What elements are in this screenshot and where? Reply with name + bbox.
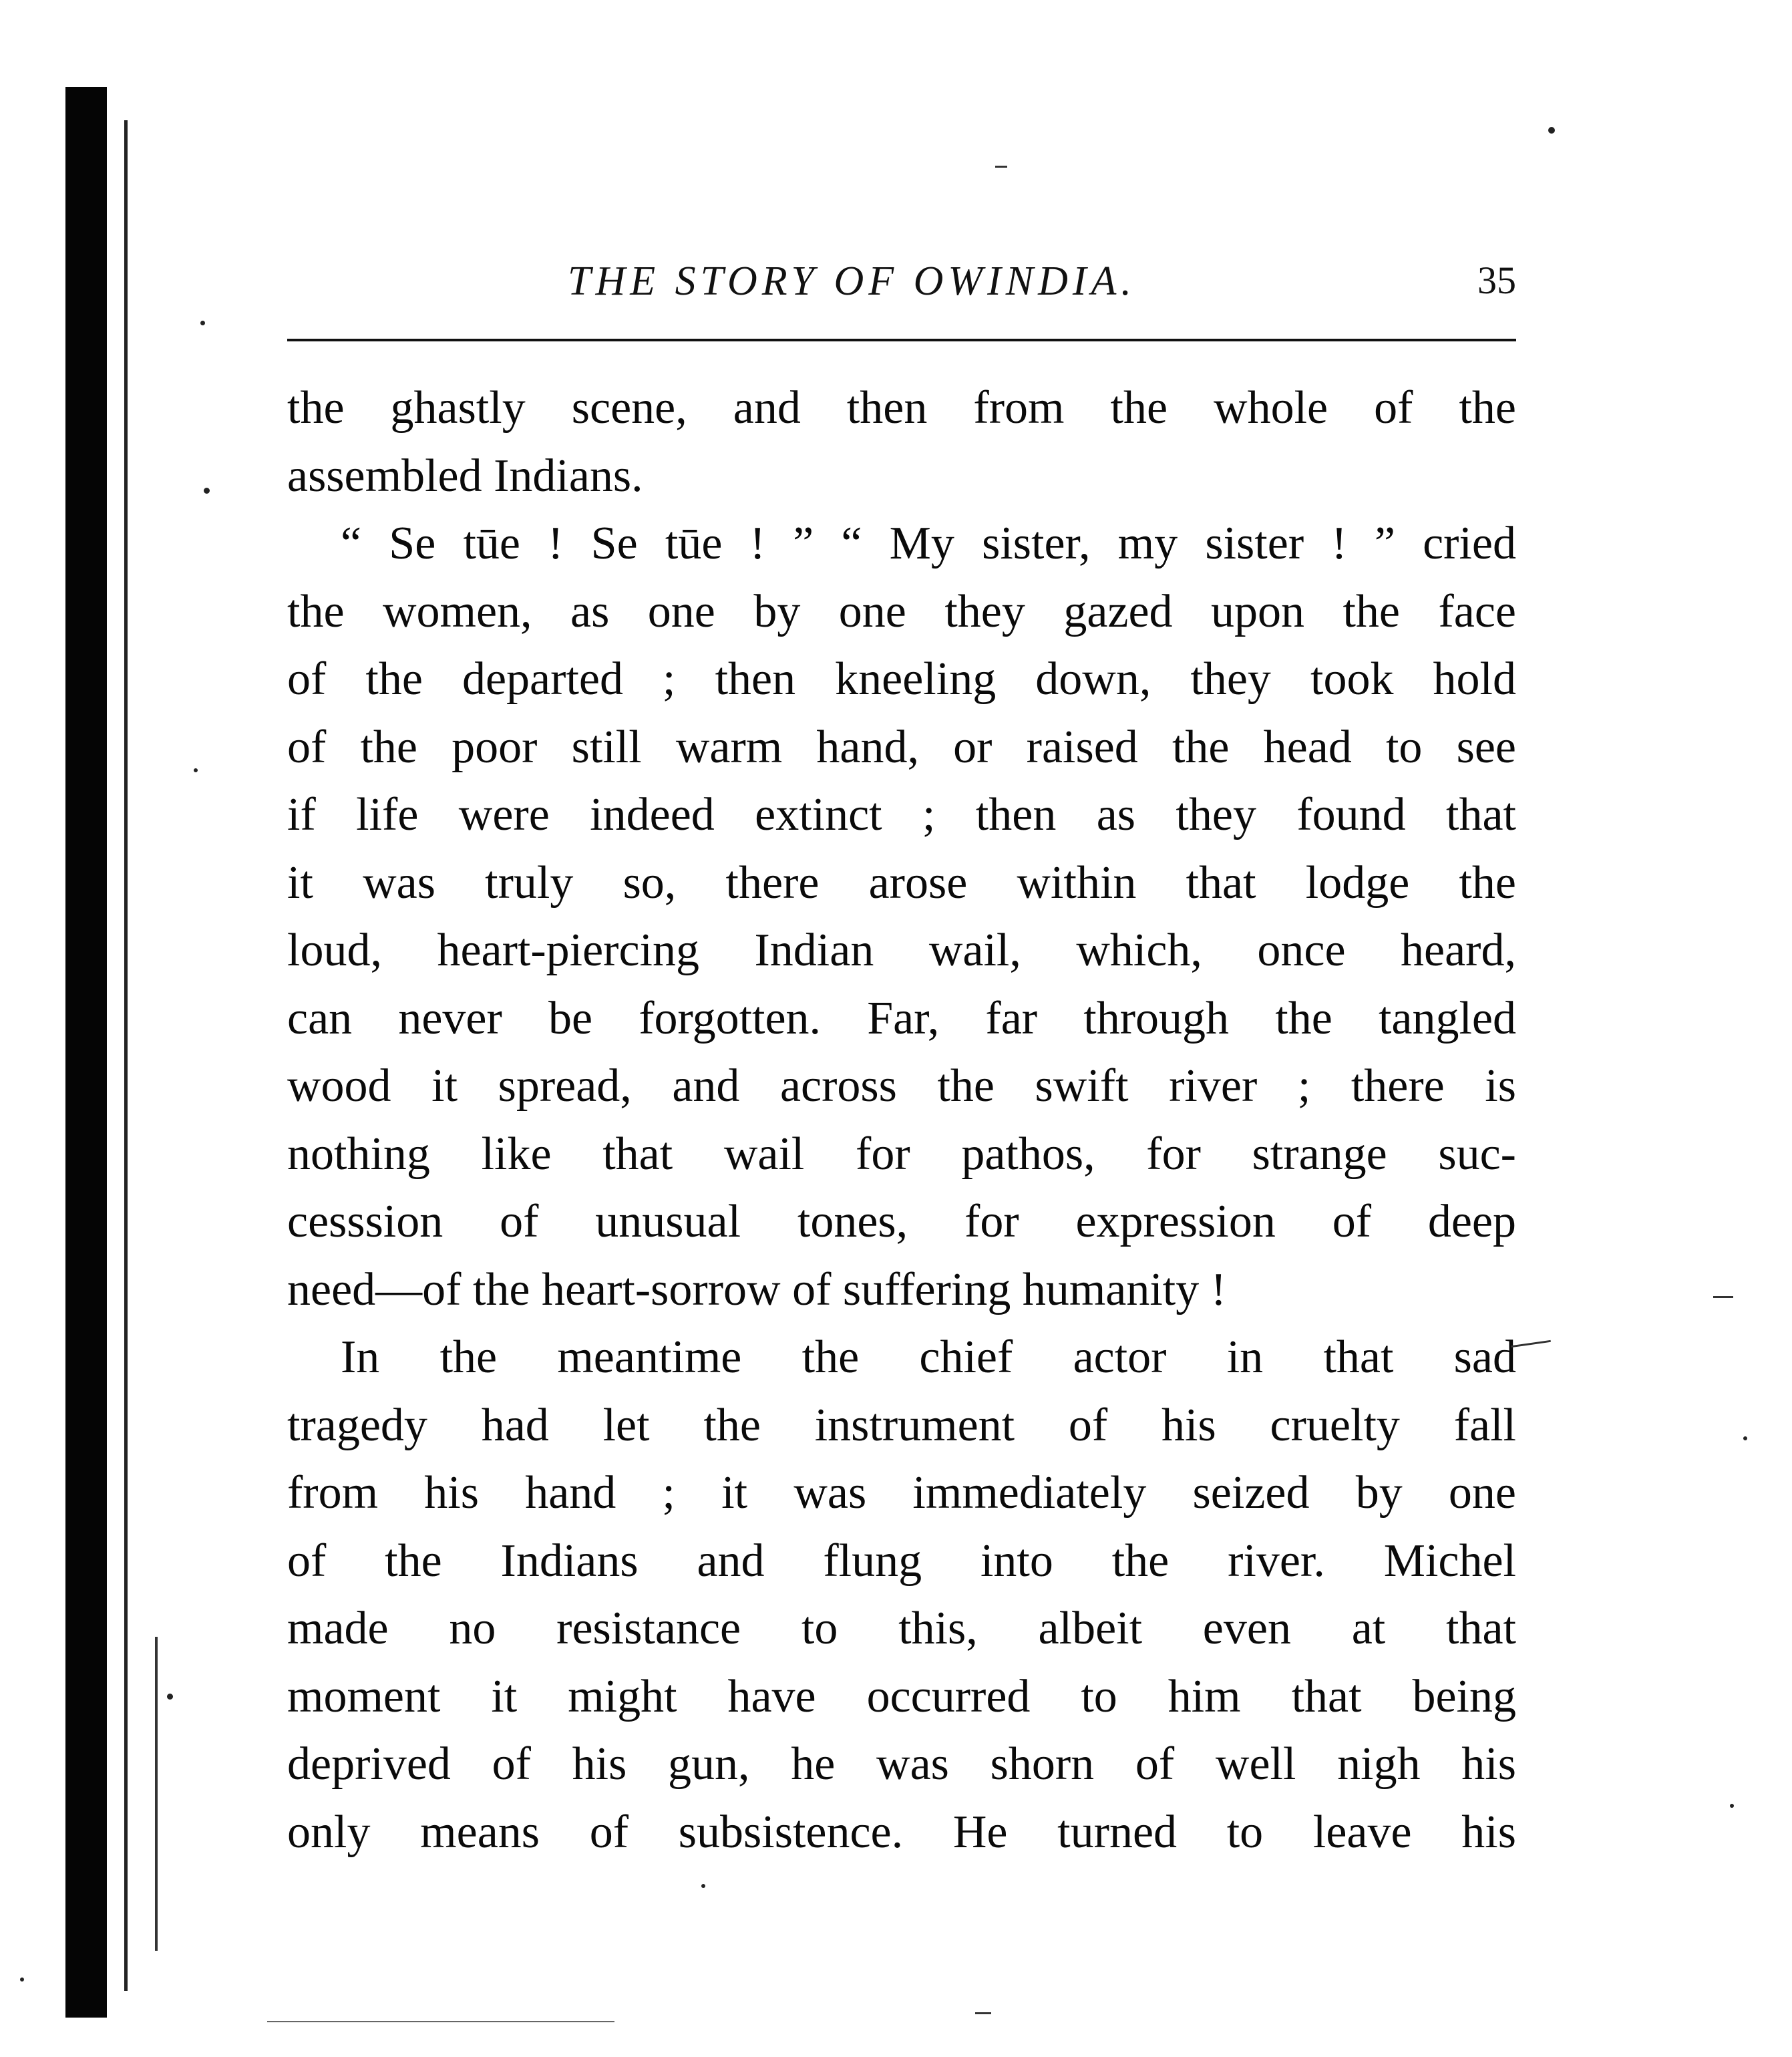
scan-speck xyxy=(200,321,205,325)
text-line: only means of subsistence. He turned to leave his xyxy=(287,1806,1516,1858)
scan-speck xyxy=(1743,1436,1747,1440)
text-line: “ Se tūe ! Se tūe ! ” “ My sister, my sister ! ” cried xyxy=(341,518,1516,569)
text-line: of the departed ; then kneeling down, they took hold xyxy=(287,653,1516,705)
scan-mark xyxy=(975,2012,991,2014)
page-header xyxy=(287,253,1516,313)
scan-speck xyxy=(701,1884,705,1888)
scan-mark xyxy=(1511,1340,1551,1348)
text-line: it was truly so, there arose within that lodge the xyxy=(287,856,1516,909)
text-line: if life were indeed extinct ; then as they found that xyxy=(287,789,1516,840)
scan-speck xyxy=(204,488,210,494)
scan-speck xyxy=(194,768,198,772)
scan-speck xyxy=(1730,1804,1734,1808)
text-line: made no resistance to this, albeit even at that xyxy=(287,1603,1516,1654)
scan-speck xyxy=(167,1694,173,1700)
text-line: cesssion of unusual tones, for expression of deep xyxy=(287,1196,1516,1247)
text-line: moment it might have occurred to him that being xyxy=(287,1670,1516,1722)
scan-mark xyxy=(1713,1296,1733,1298)
scan-speck xyxy=(20,1977,24,1982)
text-line: deprived of his gun, he was shorn of well nigh his xyxy=(287,1738,1516,1790)
text-line: the women, as one by one they gazed upon the face xyxy=(287,585,1516,637)
text-line: tragedy had let the instrument of his cruelty fall xyxy=(287,1399,1516,1451)
body-text xyxy=(287,374,1516,1866)
scan-speck xyxy=(1548,127,1555,134)
text-line: can never be forgotten. Far, far through the tangled xyxy=(287,992,1516,1044)
text-line: assembled Indians. xyxy=(287,450,643,502)
book-spine-shadow xyxy=(65,87,107,2018)
text-line: from his hand ; it was immediately seized by one xyxy=(287,1467,1516,1519)
text-line: wood it spread, and across the swift river ; there is xyxy=(287,1060,1516,1112)
text-line: of the poor still warm hand, or raised the head to see xyxy=(287,721,1516,773)
gutter-line-secondary xyxy=(155,1637,158,1951)
gutter-line xyxy=(124,120,128,1991)
text-line: loud, heart-piercing Indian wail, which, once heard, xyxy=(287,925,1516,976)
header-rule xyxy=(287,339,1516,341)
text-line: the ghastly scene, and then from the whole of the xyxy=(287,382,1516,434)
text-line: In the meantime the chief actor in that sad xyxy=(341,1331,1516,1383)
page-number: 35 xyxy=(1477,259,1516,302)
text-line: need—of the heart-sorrow of suffering humanity ! xyxy=(287,1263,1227,1315)
running-title: THE STORY OF OWINDIA. xyxy=(568,259,1136,304)
text-line: of the Indians and flung into the river. Michel xyxy=(287,1535,1516,1587)
scan-mark xyxy=(995,166,1007,168)
scan-mark xyxy=(267,2021,614,2022)
text-line: nothing like that wail for pathos, for strange suc- xyxy=(287,1128,1516,1180)
